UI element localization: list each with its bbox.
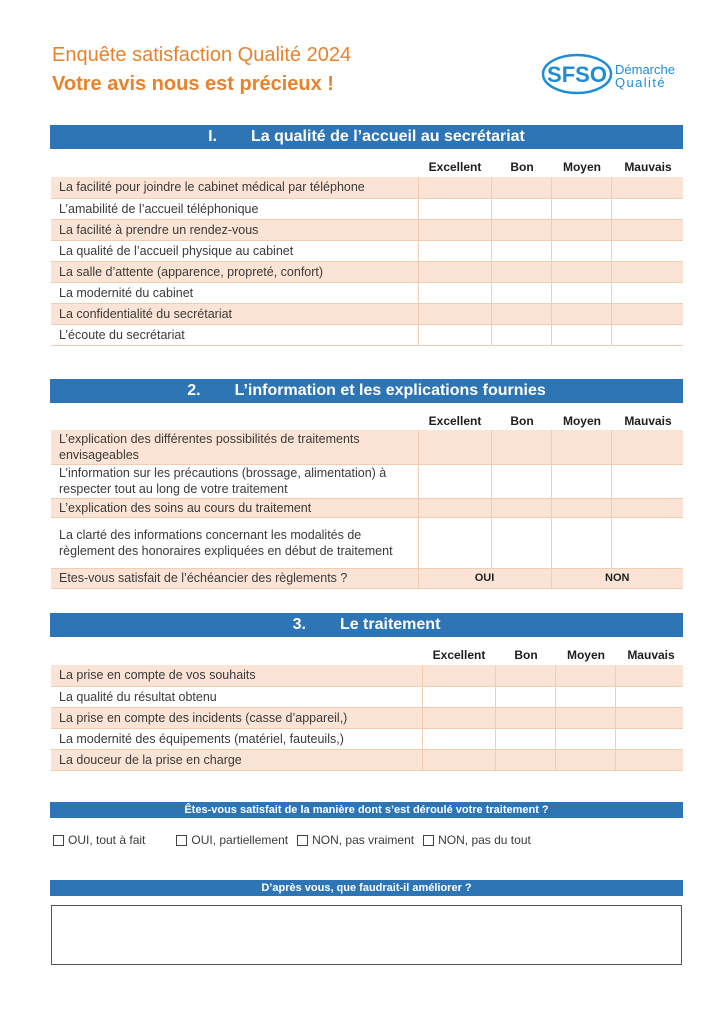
table-row: [51, 198, 683, 219]
rating-cell-excellent[interactable]: [422, 707, 495, 728]
rating-cell-mauvais[interactable]: [611, 517, 683, 568]
rating-cell-moyen[interactable]: [551, 198, 611, 219]
rating-cell-bon[interactable]: [495, 686, 555, 707]
table-row: [51, 686, 683, 707]
rating-cell-bon[interactable]: [491, 177, 551, 198]
rating-cell-mauvais[interactable]: [611, 303, 683, 324]
option-non-pas-du-tout[interactable]: [423, 833, 531, 847]
table-row: [51, 728, 683, 749]
rating-cell-bon[interactable]: [491, 324, 551, 345]
rating-cell-moyen[interactable]: [551, 464, 611, 498]
table-row: [51, 303, 683, 324]
section3-table: [51, 665, 683, 771]
rating-cell-bon[interactable]: [491, 498, 551, 517]
rating-cell-moyen[interactable]: [551, 282, 611, 303]
col-bon: Bon: [514, 648, 538, 662]
col-excellent: Excellent: [432, 648, 486, 662]
col-mauvais: Mauvais: [624, 414, 672, 428]
row-label: L’explication des soins au cours du traitement: [51, 498, 418, 517]
rating-cell-bon[interactable]: [491, 219, 551, 240]
rating-cell-bon[interactable]: [491, 517, 551, 568]
option-oui-tout-a-fait[interactable]: [53, 833, 145, 847]
rating-cell-bon[interactable]: [491, 261, 551, 282]
rating-cell-excellent[interactable]: [418, 464, 491, 498]
row-label: L’information sur les précautions (brossage, alimentation) à respecter tout au long de votre traitement: [51, 464, 418, 498]
table-row: [51, 261, 683, 282]
section1-title: La qualité de l’accueil au secrétariat: [250, 128, 525, 145]
section2-header: [50, 379, 683, 403]
rating-cell-excellent[interactable]: [422, 728, 495, 749]
col-bon: Bon: [510, 414, 534, 428]
rating-cell-mauvais[interactable]: [615, 686, 683, 707]
table-row: [51, 517, 683, 568]
table-row: [51, 498, 683, 517]
rating-cell-moyen[interactable]: [555, 707, 615, 728]
rating-cell-mauvais[interactable]: [611, 198, 683, 219]
rating-cell-bon[interactable]: [495, 707, 555, 728]
section3-title: Le traitement: [339, 616, 441, 633]
rating-cell-mauvais[interactable]: [611, 282, 683, 303]
table-row: [51, 464, 683, 498]
rating-cell-moyen[interactable]: [555, 665, 615, 686]
survey-subtitle: Votre avis nous est précieux !: [52, 73, 334, 95]
row-label: La prise en compte de vos souhaits: [51, 665, 422, 686]
sfso-logo-mark: [541, 52, 613, 96]
rating-cell-bon[interactable]: [491, 303, 551, 324]
col-excellent: Excellent: [428, 160, 482, 174]
rating-cell-mauvais[interactable]: [611, 464, 683, 498]
option-oui-partiellement[interactable]: [176, 833, 288, 847]
rating-cell-bon[interactable]: [491, 430, 551, 464]
checkbox[interactable]: [176, 835, 187, 846]
col-moyen: Moyen: [566, 648, 605, 662]
option-label: NON, pas du tout: [438, 833, 531, 847]
table-row: [51, 568, 683, 588]
table-row: [51, 430, 683, 464]
logo-mark-text: SFSO: [547, 62, 607, 87]
rating-cell-bon[interactable]: [491, 282, 551, 303]
rating-cell-bon[interactable]: [495, 728, 555, 749]
rating-cell-excellent[interactable]: [418, 261, 491, 282]
row-label: La qualité du résultat obtenu: [51, 686, 422, 707]
rating-cell-excellent[interactable]: [422, 665, 495, 686]
table-row: [51, 219, 683, 240]
rating-cell-moyen[interactable]: [551, 324, 611, 345]
row-label: La facilité à prendre un rendez-vous: [51, 219, 418, 240]
rating-cell-mauvais[interactable]: [611, 177, 683, 198]
rating-cell-excellent[interactable]: [418, 430, 491, 464]
rating-cell-bon[interactable]: [491, 240, 551, 261]
option-label: OUI, tout à fait: [68, 833, 146, 847]
rating-cell-moyen[interactable]: [551, 219, 611, 240]
question5-title: D’après vous, que faudrait-il améliorer ?: [261, 882, 472, 894]
rating-cell-excellent[interactable]: [422, 686, 495, 707]
checkbox[interactable]: [423, 835, 434, 846]
rating-cell-moyen[interactable]: [555, 686, 615, 707]
question4-options: [53, 833, 548, 847]
rating-cell-moyen[interactable]: [551, 261, 611, 282]
rating-cell-excellent[interactable]: [418, 303, 491, 324]
section1-columns: [418, 159, 684, 175]
section1-number: I.: [208, 128, 217, 145]
rating-cell-bon[interactable]: [491, 464, 551, 498]
improvement-textarea[interactable]: [51, 905, 682, 965]
rating-cell-mauvais[interactable]: [611, 219, 683, 240]
row-label: La modernité du cabinet: [51, 282, 418, 303]
question5-header: [50, 880, 683, 896]
col-moyen: Moyen: [562, 414, 601, 428]
rating-cell-bon[interactable]: [495, 665, 555, 686]
section3-number: 3.: [292, 616, 306, 633]
logo-line1: Démarche: [615, 62, 675, 77]
section2-table: [51, 430, 683, 589]
rating-cell-mauvais[interactable]: [615, 707, 683, 728]
row-label: La prise en compte des incidents (casse d’appareil,): [51, 707, 422, 728]
rating-cell-bon[interactable]: [491, 198, 551, 219]
col-mauvais: Mauvais: [627, 648, 675, 662]
table-row: [51, 749, 683, 770]
row-label: La douceur de la prise en charge: [51, 749, 422, 770]
rating-cell-moyen[interactable]: [551, 498, 611, 517]
checkbox[interactable]: [53, 835, 64, 846]
table-row: [51, 707, 683, 728]
rating-cell-moyen[interactable]: [555, 728, 615, 749]
row-label: L’amabilité de l’accueil téléphonique: [51, 198, 418, 219]
rating-cell-mauvais[interactable]: [611, 324, 683, 345]
section2-number: 2.: [187, 382, 201, 399]
logo-line2: Qualité: [615, 75, 666, 90]
section3-columns: [422, 647, 686, 663]
rating-cell-excellent[interactable]: [422, 749, 495, 770]
table-row: [51, 282, 683, 303]
no-option[interactable]: NON: [551, 568, 683, 588]
rating-cell-excellent[interactable]: [418, 198, 491, 219]
col-excellent: Excellent: [428, 414, 482, 428]
section1-header: [50, 125, 683, 149]
option-label: OUI, partiellement: [191, 833, 289, 847]
rating-cell-mauvais[interactable]: [611, 498, 683, 517]
row-label: La modernité des équipements (matériel, fauteuils,): [51, 728, 422, 749]
rating-cell-excellent[interactable]: [418, 240, 491, 261]
rating-cell-bon[interactable]: [495, 749, 555, 770]
rating-cell-excellent[interactable]: [418, 219, 491, 240]
row-label: La confidentialité du secrétariat: [51, 303, 418, 324]
rating-cell-mauvais[interactable]: [615, 728, 683, 749]
col-mauvais: Mauvais: [624, 160, 672, 174]
rating-cell-mauvais[interactable]: [611, 240, 683, 261]
col-moyen: Moyen: [562, 160, 601, 174]
rating-cell-excellent[interactable]: [418, 517, 491, 568]
section2-columns: [418, 413, 684, 429]
rating-cell-moyen[interactable]: [551, 240, 611, 261]
rating-cell-moyen[interactable]: [551, 303, 611, 324]
rating-cell-mauvais[interactable]: [611, 261, 683, 282]
table-row: [51, 665, 683, 686]
row-label: La clarté des informations concernant les modalités de règlement des honoraires expliquées en début de traitement: [51, 517, 418, 568]
section2-title: L’information et les explications fournies: [234, 382, 546, 399]
rating-cell-moyen[interactable]: [551, 517, 611, 568]
yes-option[interactable]: OUI: [418, 568, 551, 588]
rating-cell-mauvais[interactable]: [615, 665, 683, 686]
yesno-question: Etes-vous satisfait de l’échéancier des règlements ?: [51, 568, 418, 588]
option-non-pas-vraiment[interactable]: [297, 833, 414, 847]
row-label: L’écoute du secrétariat: [51, 324, 418, 345]
rating-cell-moyen[interactable]: [551, 430, 611, 464]
rating-cell-excellent[interactable]: [418, 177, 491, 198]
question4-title: Êtes-vous satisfait de la manière dont s’est déroulé votre traitement ?: [184, 804, 549, 816]
row-label: La facilité pour joindre le cabinet médical par téléphone: [51, 177, 418, 198]
section3-header: [50, 613, 683, 637]
question4-header: [50, 802, 683, 818]
col-bon: Bon: [510, 160, 534, 174]
survey-title: Enquête satisfaction Qualité 2024: [52, 44, 352, 66]
row-label: La salle d’attente (apparence, propreté, confort): [51, 261, 418, 282]
section1-table: [51, 177, 683, 346]
rating-cell-mauvais[interactable]: [611, 430, 683, 464]
rating-cell-excellent[interactable]: [418, 498, 491, 517]
rating-cell-mauvais[interactable]: [615, 749, 683, 770]
row-label: La qualité de l’accueil physique au cabinet: [51, 240, 418, 261]
rating-cell-moyen[interactable]: [555, 749, 615, 770]
rating-cell-excellent[interactable]: [418, 324, 491, 345]
table-row: [51, 324, 683, 345]
row-label: L’explication des différentes possibilités de traitements envisageables: [51, 430, 418, 464]
rating-cell-excellent[interactable]: [418, 282, 491, 303]
option-label: NON, pas vraiment: [312, 833, 415, 847]
table-row: [51, 240, 683, 261]
rating-cell-moyen[interactable]: [551, 177, 611, 198]
sfso-logo: [541, 52, 681, 102]
table-row: [51, 177, 683, 198]
checkbox[interactable]: [297, 835, 308, 846]
